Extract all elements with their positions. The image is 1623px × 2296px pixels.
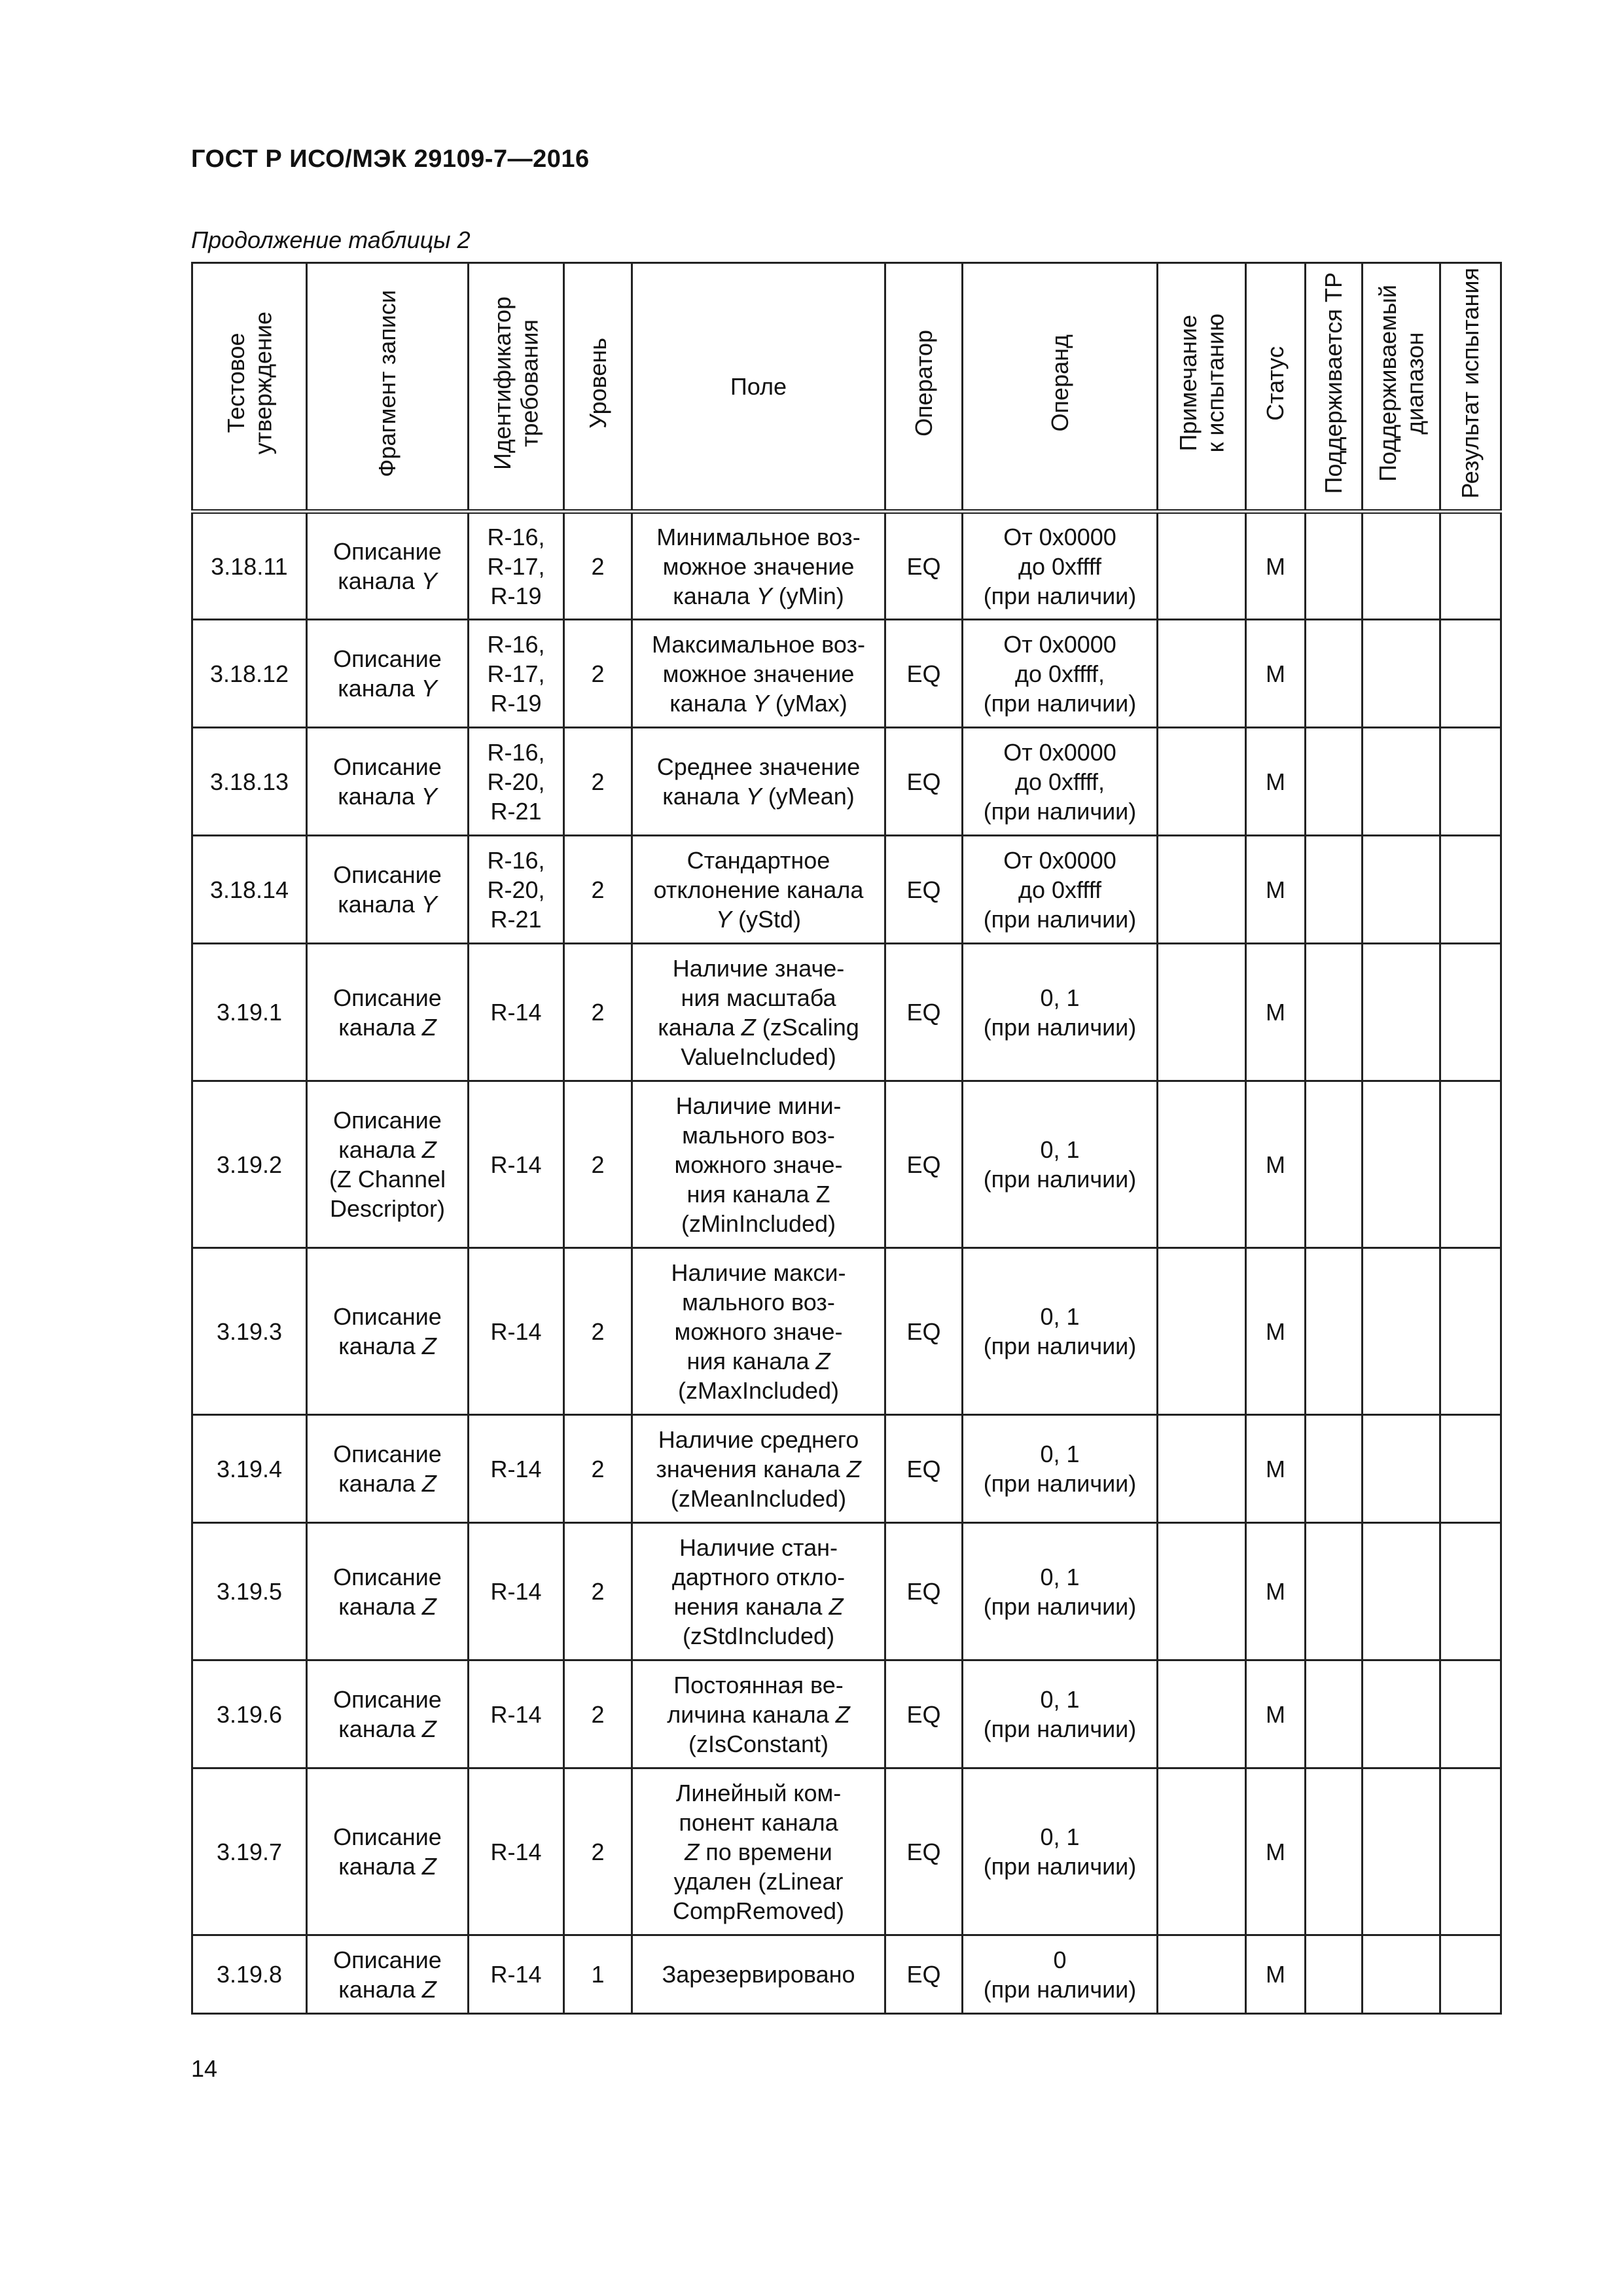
table-row [192, 1660, 1501, 1768]
supported-tp-cell [1306, 1768, 1363, 1935]
test-assertion-cell: 3.19.4 [192, 1415, 307, 1523]
supported-range-cell [1363, 1768, 1440, 1935]
document-header: ГОСТ Р ИСО/МЭК 29109-7—2016 [191, 145, 590, 173]
operator-cell: EQ [885, 836, 963, 944]
table-body [192, 512, 1501, 2014]
test-assertion-cell: 3.18.12 [192, 620, 307, 728]
operator-cell: EQ [885, 1415, 963, 1523]
test-note-cell [1158, 1415, 1246, 1523]
level-cell: 2 [564, 944, 632, 1081]
test-assertion-cell: 3.19.5 [192, 1523, 307, 1660]
requirement-id-cell: R-16, R-20, R-21 [469, 728, 564, 836]
record-fragment-cell: Описание канала Y [307, 836, 469, 944]
header-test-result: Результат испытания [1440, 263, 1501, 512]
header-supported-tp: Поддерживается ТР [1306, 263, 1363, 512]
operand-cell: 0, 1 (при наличии) [963, 1523, 1158, 1660]
test-assertion-cell: 3.18.11 [192, 512, 307, 620]
field-cell: Среднее значение канала Y (yMean) [632, 728, 885, 836]
test-result-cell [1440, 1935, 1501, 2014]
requirement-id-cell: R-16, R-20, R-21 [469, 836, 564, 944]
table-row [192, 728, 1501, 836]
operand-cell: От 0x0000 до 0xffff, (при наличии) [963, 728, 1158, 836]
table-caption: Продолжение таблицы 2 [191, 226, 471, 253]
field-cell: Зарезервировано [632, 1935, 885, 2014]
test-assertion-cell: 3.19.3 [192, 1248, 307, 1415]
test-result-cell [1440, 512, 1501, 620]
field-cell: Наличие стан- дартного откло- нения канала Z (zStdIncluded) [632, 1523, 885, 1660]
test-result-cell [1440, 1660, 1501, 1768]
field-cell: Максимальное воз- можное значение канала Y (yMax) [632, 620, 885, 728]
header-status: Статус [1246, 263, 1306, 512]
status-cell: M [1246, 1415, 1306, 1523]
test-result-cell [1440, 1081, 1501, 1248]
status-cell: M [1246, 944, 1306, 1081]
supported-range-cell [1363, 836, 1440, 944]
level-cell: 2 [564, 1248, 632, 1415]
test-result-cell [1440, 620, 1501, 728]
operand-cell: 0, 1 (при наличии) [963, 1415, 1158, 1523]
operand-cell: 0, 1 (при наличии) [963, 944, 1158, 1081]
header-level: Уровень [564, 263, 632, 512]
table-row [192, 836, 1501, 944]
level-cell: 2 [564, 1415, 632, 1523]
level-cell: 2 [564, 1768, 632, 1935]
test-note-cell [1158, 1081, 1246, 1248]
test-result-cell [1440, 1415, 1501, 1523]
supported-range-cell [1363, 512, 1440, 620]
field-cell: Постоянная ве- личина канала Z (zIsConstant) [632, 1660, 885, 1768]
status-cell: M [1246, 1081, 1306, 1248]
record-fragment-cell: Описание канала Z (Z Channel Descriptor) [307, 1081, 469, 1248]
test-note-cell [1158, 836, 1246, 944]
test-note-cell [1158, 1935, 1246, 2014]
record-fragment-cell: Описание канала Z [307, 1768, 469, 1935]
supported-tp-cell [1306, 620, 1363, 728]
supported-range-cell [1363, 1660, 1440, 1768]
level-cell: 2 [564, 512, 632, 620]
supported-range-cell [1363, 1415, 1440, 1523]
requirement-id-cell: R-14 [469, 1768, 564, 1935]
table-row [192, 1523, 1501, 1660]
requirement-id-cell: R-16, R-17, R-19 [469, 620, 564, 728]
supported-range-cell [1363, 944, 1440, 1081]
status-cell: M [1246, 512, 1306, 620]
operator-cell: EQ [885, 620, 963, 728]
requirement-id-cell: R-14 [469, 1081, 564, 1248]
test-note-cell [1158, 620, 1246, 728]
supported-tp-cell [1306, 512, 1363, 620]
test-assertion-cell: 3.19.2 [192, 1081, 307, 1248]
requirement-id-cell: R-16, R-17, R-19 [469, 512, 564, 620]
operator-cell: EQ [885, 1660, 963, 1768]
record-fragment-cell: Описание канала Y [307, 728, 469, 836]
supported-tp-cell [1306, 1935, 1363, 2014]
record-fragment-cell: Описание канала Z [307, 1415, 469, 1523]
status-cell: M [1246, 620, 1306, 728]
record-fragment-cell: Описание канала Z [307, 1935, 469, 2014]
test-assertion-cell: 3.19.6 [192, 1660, 307, 1768]
requirement-id-cell: R-14 [469, 1523, 564, 1660]
operator-cell: EQ [885, 1768, 963, 1935]
field-cell: Линейный ком- понент канала Z по времени удален (zLinear CompRemoved) [632, 1768, 885, 1935]
test-result-cell [1440, 1248, 1501, 1415]
table-row [192, 1935, 1501, 2014]
supported-range-cell [1363, 728, 1440, 836]
record-fragment-cell: Описание канала Y [307, 512, 469, 620]
status-cell: M [1246, 1660, 1306, 1768]
header-operator: Оператор [885, 263, 963, 512]
header-field: Поле [632, 263, 885, 512]
table-row [192, 1415, 1501, 1523]
table-row [192, 1081, 1501, 1248]
test-result-cell [1440, 836, 1501, 944]
table-row [192, 1248, 1501, 1415]
requirement-id-cell: R-14 [469, 944, 564, 1081]
test-result-cell [1440, 1768, 1501, 1935]
operand-cell: От 0x0000 до 0xffff (при наличии) [963, 836, 1158, 944]
record-fragment-cell: Описание канала Z [307, 1248, 469, 1415]
status-cell: M [1246, 1248, 1306, 1415]
status-cell: M [1246, 836, 1306, 944]
operator-cell: EQ [885, 1935, 963, 2014]
status-cell: M [1246, 1935, 1306, 2014]
test-result-cell [1440, 1523, 1501, 1660]
table-row [192, 944, 1501, 1081]
supported-range-cell [1363, 620, 1440, 728]
record-fragment-cell: Описание канала Z [307, 944, 469, 1081]
supported-range-cell [1363, 1523, 1440, 1660]
supported-tp-cell [1306, 728, 1363, 836]
test-result-cell [1440, 944, 1501, 1081]
test-assertion-cell: 3.18.14 [192, 836, 307, 944]
test-note-cell [1158, 512, 1246, 620]
level-cell: 2 [564, 836, 632, 944]
header-record-fragment: Фрагмент записи [307, 263, 469, 512]
operator-cell: EQ [885, 1248, 963, 1415]
supported-range-cell [1363, 1248, 1440, 1415]
level-cell: 1 [564, 1935, 632, 2014]
test-note-cell [1158, 728, 1246, 836]
test-assertion-cell: 3.19.1 [192, 944, 307, 1081]
record-fragment-cell: Описание канала Z [307, 1523, 469, 1660]
status-cell: M [1246, 728, 1306, 836]
supported-range-cell [1363, 1081, 1440, 1248]
operand-cell: 0, 1 (при наличии) [963, 1248, 1158, 1415]
operand-cell: От 0x0000 до 0xffff (при наличии) [963, 512, 1158, 620]
supported-tp-cell [1306, 1081, 1363, 1248]
test-note-cell [1158, 1248, 1246, 1415]
header-requirement-id: Идентификатор требования [469, 263, 564, 512]
table-header-row [192, 263, 1501, 512]
supported-tp-cell [1306, 1248, 1363, 1415]
level-cell: 2 [564, 620, 632, 728]
level-cell: 2 [564, 1523, 632, 1660]
supported-tp-cell [1306, 1523, 1363, 1660]
table-row [192, 512, 1501, 620]
header-test-note: Примечание к испытанию [1158, 263, 1246, 512]
conformance-table [191, 262, 1502, 2015]
field-cell: Минимальное воз- можное значение канала Y (yMin) [632, 512, 885, 620]
test-note-cell [1158, 1523, 1246, 1660]
operator-cell: EQ [885, 1081, 963, 1248]
operand-cell: 0 (при наличии) [963, 1935, 1158, 2014]
requirement-id-cell: R-14 [469, 1935, 564, 2014]
operator-cell: EQ [885, 1523, 963, 1660]
operand-cell: 0, 1 (при наличии) [963, 1081, 1158, 1248]
operand-cell: 0, 1 (при наличии) [963, 1768, 1158, 1935]
requirement-id-cell: R-14 [469, 1660, 564, 1768]
test-note-cell [1158, 1660, 1246, 1768]
supported-tp-cell [1306, 836, 1363, 944]
test-assertion-cell: 3.19.7 [192, 1768, 307, 1935]
status-cell: M [1246, 1523, 1306, 1660]
header-supported-range: Поддерживаемый диапазон [1363, 263, 1440, 512]
test-note-cell [1158, 1768, 1246, 1935]
level-cell: 2 [564, 1660, 632, 1768]
table-row [192, 620, 1501, 728]
level-cell: 2 [564, 728, 632, 836]
field-cell: Стандартное отклонение канала Y (yStd) [632, 836, 885, 944]
field-cell: Наличие среднего значения канала Z (zMeanIncluded) [632, 1415, 885, 1523]
operand-cell: 0, 1 (при наличии) [963, 1660, 1158, 1768]
operator-cell: EQ [885, 728, 963, 836]
operator-cell: EQ [885, 512, 963, 620]
test-assertion-cell: 3.19.8 [192, 1935, 307, 2014]
field-cell: Наличие макси- мального воз- можного значе- ния канала Z (zMaxIncluded) [632, 1248, 885, 1415]
record-fragment-cell: Описание канала Y [307, 620, 469, 728]
header-operand: Операнд [963, 263, 1158, 512]
level-cell: 2 [564, 1081, 632, 1248]
page-number: 14 [191, 2055, 218, 2082]
header-test-assertion: Тестовое утверждение [192, 263, 307, 512]
operand-cell: От 0x0000 до 0xffff, (при наличии) [963, 620, 1158, 728]
test-result-cell [1440, 728, 1501, 836]
supported-tp-cell [1306, 1415, 1363, 1523]
field-cell: Наличие мини- мального воз- можного значе- ния канала Z (zMinIncluded) [632, 1081, 885, 1248]
test-assertion-cell: 3.18.13 [192, 728, 307, 836]
supported-tp-cell [1306, 944, 1363, 1081]
requirement-id-cell: R-14 [469, 1415, 564, 1523]
supported-tp-cell [1306, 1660, 1363, 1768]
supported-range-cell [1363, 1935, 1440, 2014]
operator-cell: EQ [885, 944, 963, 1081]
status-cell: M [1246, 1768, 1306, 1935]
requirement-id-cell: R-14 [469, 1248, 564, 1415]
table-row [192, 1768, 1501, 1935]
field-cell: Наличие значе- ния масштаба канала Z (zScaling ValueIncluded) [632, 944, 885, 1081]
test-note-cell [1158, 944, 1246, 1081]
record-fragment-cell: Описание канала Z [307, 1660, 469, 1768]
